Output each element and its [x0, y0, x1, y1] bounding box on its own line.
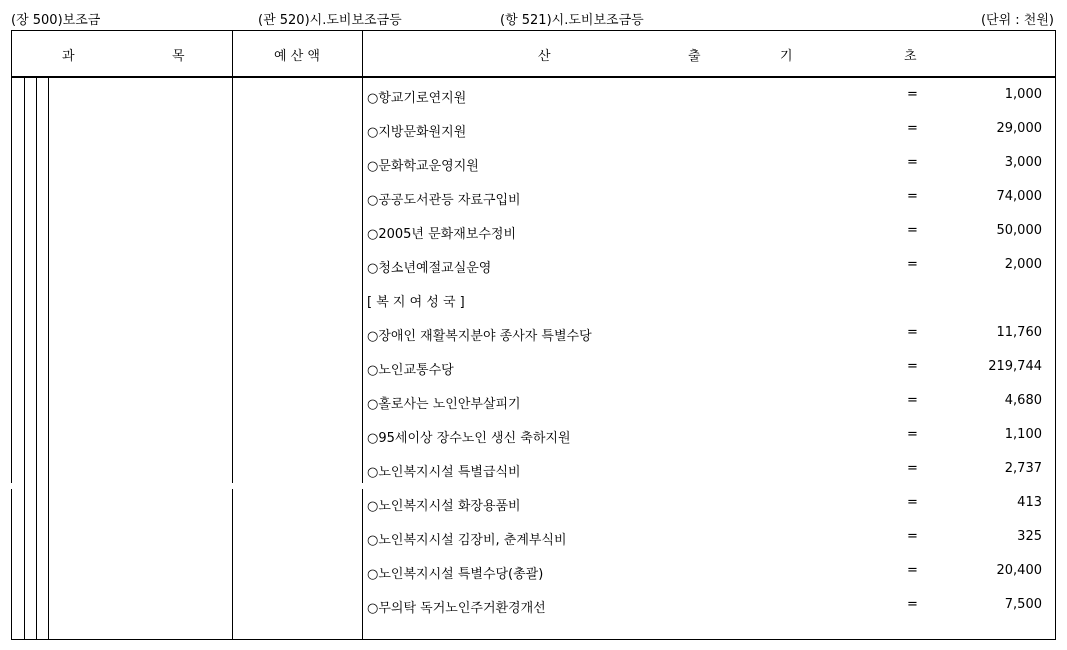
row-amount: 11,760 [996, 325, 1042, 340]
col-head-calc-2: 출 [688, 49, 701, 64]
row-equals: = [907, 393, 918, 408]
table-row [367, 359, 1057, 393]
row-equals: = [907, 597, 918, 612]
col-head-calc-1: 산 [538, 49, 551, 64]
table-row [367, 461, 1057, 495]
table-row [367, 393, 1057, 427]
break-mark [230, 483, 233, 489]
table-row [367, 291, 1057, 325]
col-divider-calc [362, 31, 363, 639]
table-row [367, 189, 1057, 223]
row-equals: = [907, 563, 918, 578]
gwamok-subline-1 [24, 77, 25, 639]
col-head-budget [232, 31, 362, 77]
table-row [367, 597, 1057, 631]
header-hang: (항 521)시.도비보조금등 [500, 13, 644, 28]
calc-rows [367, 87, 1057, 631]
header-unit: (단위 : 천원) [980, 13, 1054, 28]
row-equals: = [907, 223, 918, 238]
col-head-gwamok-1: 과 [62, 49, 75, 64]
row-label: ○장애인 재활복지분야 종사자 특별수당 [367, 329, 592, 344]
col-divider-budget [232, 31, 233, 639]
row-label: ○문화학교운영지원 [367, 159, 479, 174]
row-amount: 7,500 [1004, 597, 1042, 612]
row-amount: 2,000 [1004, 257, 1042, 272]
row-equals: = [907, 325, 918, 340]
row-amount: 1,100 [1004, 427, 1042, 442]
table-row [367, 325, 1057, 359]
header-jang: (장 500)보조금 [11, 13, 101, 28]
row-label: ○지방문화원지원 [367, 125, 467, 140]
row-amount: 325 [1017, 529, 1042, 544]
col-head-calc [362, 31, 1056, 77]
row-amount: 20,400 [996, 563, 1042, 578]
table-row [367, 223, 1057, 257]
row-label: ○노인복지시설 특별수당(총괄) [367, 567, 544, 582]
row-label: ○95세이상 장수노인 생신 축하지원 [367, 431, 571, 446]
header-gwan: (관 520)시.도비보조금등 [258, 13, 402, 28]
row-label: ○노인복지시설 특별급식비 [367, 465, 521, 480]
col-head-gwamok-2: 목 [172, 49, 185, 64]
col-head-calc-3: 기 [780, 49, 793, 64]
row-equals: = [907, 461, 918, 476]
table-row [367, 121, 1057, 155]
row-equals: = [907, 189, 918, 204]
row-label: ○홀로사는 노인안부살피기 [367, 397, 521, 412]
table-row [367, 427, 1057, 461]
row-label: ○노인교통수당 [367, 363, 454, 378]
row-amount: 74,000 [996, 189, 1042, 204]
row-equals: = [907, 121, 918, 136]
row-amount: 29,000 [996, 121, 1042, 136]
row-amount: 4,680 [1004, 393, 1042, 408]
row-equals: = [907, 359, 918, 374]
row-amount: 2,737 [1004, 461, 1042, 476]
row-equals: = [907, 87, 918, 102]
table-row [367, 155, 1057, 189]
table-row [367, 529, 1057, 563]
row-label: ○무의탁 독거노인주거환경개선 [367, 601, 546, 616]
break-mark [10, 483, 13, 489]
row-amount: 1,000 [1004, 87, 1042, 102]
table-row [367, 563, 1057, 597]
gwamok-subline-2 [36, 77, 37, 639]
budget-table [11, 30, 1056, 640]
col-head-gwamok [12, 31, 232, 77]
row-amount: 50,000 [996, 223, 1042, 238]
col-head-budget-label: 예 산 액 [274, 48, 320, 64]
row-equals: = [907, 427, 918, 442]
col-head-calc-4: 초 [904, 49, 917, 64]
row-equals: = [907, 155, 918, 170]
break-mark [360, 483, 363, 489]
row-label: ○노인복지시설 김장비, 춘계부식비 [367, 533, 567, 548]
row-label: [ 복 지 여 성 국 ] [367, 295, 465, 310]
row-label: ○청소년예절교실운영 [367, 261, 492, 276]
row-amount: 219,744 [988, 359, 1042, 374]
row-amount: 3,000 [1004, 155, 1042, 170]
row-label: ○항교기로연지원 [367, 91, 467, 106]
table-row [367, 87, 1057, 121]
row-equals: = [907, 257, 918, 272]
gwamok-subline-3 [48, 77, 49, 639]
row-equals: = [907, 529, 918, 544]
table-row [367, 495, 1057, 529]
row-equals: = [907, 495, 918, 510]
row-label: ○2005년 문화재보수정비 [367, 227, 517, 242]
row-label: ○노인복지시설 화장용품비 [367, 499, 521, 514]
row-amount: 413 [1017, 495, 1042, 510]
table-row [367, 257, 1057, 291]
row-label: ○공공도서관등 자료구입비 [367, 193, 521, 208]
